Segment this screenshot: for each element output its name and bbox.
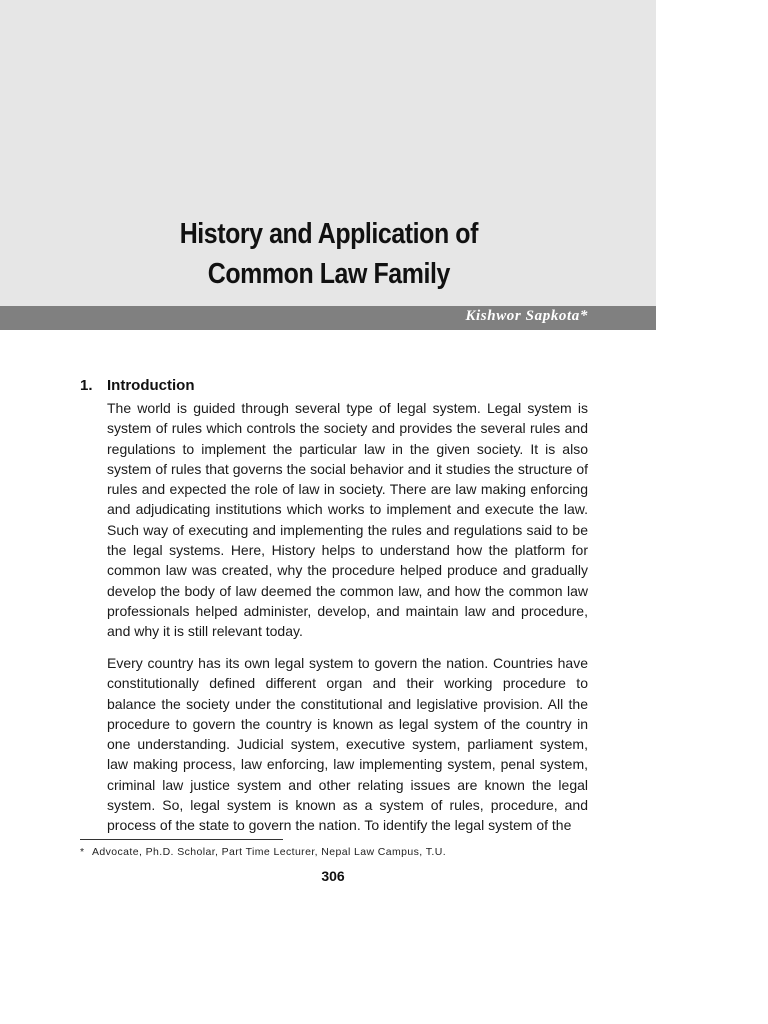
footnote-text: Advocate, Ph.D. Scholar, Part Time Lecturer, Nepal Law Campus, T.U.	[92, 846, 447, 858]
section-heading	[80, 377, 194, 394]
page-number: 306	[321, 868, 345, 884]
section-title: Introduction	[107, 377, 195, 394]
section-number: 1.	[80, 377, 93, 394]
footnote	[80, 846, 446, 858]
footnote-divider	[80, 839, 283, 840]
article-title-line1: History and Application of	[179, 218, 478, 250]
author-bar	[0, 306, 656, 330]
author-name: Kishwor Sapkota*	[465, 308, 588, 324]
footnote-mark: *	[80, 846, 85, 858]
article-title-line2: Common Law Family	[207, 258, 450, 290]
body-paragraph-1: The world is guided through several type of legal system. Legal system is system of rules which controls the society and provides the several rules and regulations to implement the particular law in the given society. It is also system of rules that governs the social behavior and it studies the structure of rules and expected the role of law in society. There are law making enforcing and adjudicating institutions which works to implement and execute the law. Such way of executing and implementing the rules and regulations said to be the legal systems. Here, History helps to understand how the platform for common law was created, why the procedure helped produce and gradually develop the body of law deemed the common law, and how the common law professionals helped administer, develop, and maintain law and procedure, and why it is still relevant today.	[107, 400, 588, 640]
body-paragraph-2: Every country has its own legal system to govern the nation. Countries have constitutionally defined different organ and their working procedure to balance the society under the constitutional and legislative provision. All the procedure to govern the country is known as legal system of the country in one understanding. Judicial system, executive system, parliament system, law making process, law enforcing, law implementing system, penal system, criminal law justice system and other relating issues are known the legal system. So, legal system is known as a system of rules, procedure, and process of the state to govern the nation. To identify the legal system of the	[107, 655, 588, 834]
article-title	[47, 214, 611, 294]
